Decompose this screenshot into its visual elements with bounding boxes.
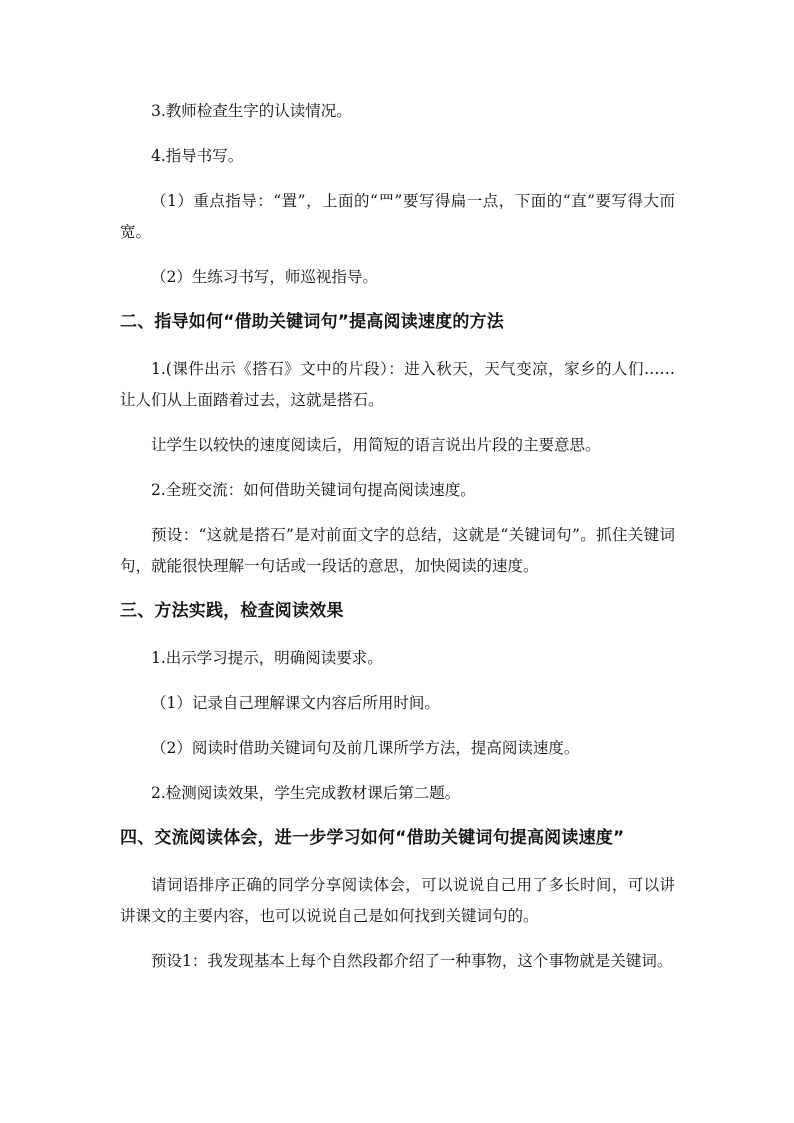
section-heading: 四、交流阅读体会，进一步学习如何“借助关键词句提高阅读速度”: [120, 828, 625, 848]
paragraph: 1.出示学习提示，明确阅读要求。: [151, 649, 383, 667]
paragraph: （1）重点指导：“置”，上面的“罒”要写得扁一点，下面的“直”要写得大而宽。: [120, 192, 675, 241]
paragraph: 2.全班交流：如何借助关键词句提高阅读速度。: [151, 481, 476, 499]
paragraph: 预设1：我发现基本上每个自然段都介绍了一种事物，这个事物就是关键词。: [151, 952, 673, 970]
paragraph: （1）记录自己理解课文内容后所用时间。: [151, 694, 440, 712]
paragraph: （2）阅读时借助关键词句及前几课所学方法，提高阅读速度。: [151, 739, 580, 757]
paragraph: （2）生练习书写，师巡视指导。: [151, 268, 378, 286]
section-heading: 三、方法实践，检查阅读效果: [120, 601, 344, 621]
paragraph: 预设：“这就是搭石”是对前面文字的总结，这就是“关键词句”。抓住关键词句，就能很快理解一句话或一段话的意思，加快阅读的速度。: [120, 526, 675, 575]
document-body: [120, 96, 675, 991]
paragraph: 让学生以较快的速度阅读后，用简短的语言说出片段的主要意思。: [151, 436, 601, 454]
paragraph: 2.检测阅读效果，学生完成教材课后第二题。: [151, 784, 461, 802]
section-heading: 二、指导如何“借助关键词句”提高阅读速度的方法: [120, 312, 504, 332]
paragraph: 3.教师检查生字的认读情况。: [151, 102, 352, 120]
paragraph: 请词语排序正确的同学分享阅读体会，可以说说自己用了多长时间，可以讲讲课文的主要内容，也可以说说自己是如何找到关键词句的。: [120, 876, 675, 925]
paragraph: 4.指导书写。: [151, 147, 244, 165]
paragraph: 1.(课件出示《搭石》文中的片段）：进入秋天，天气变凉，家乡的人们……让人们从上面踏着过去，这就是搭石。: [120, 360, 675, 409]
